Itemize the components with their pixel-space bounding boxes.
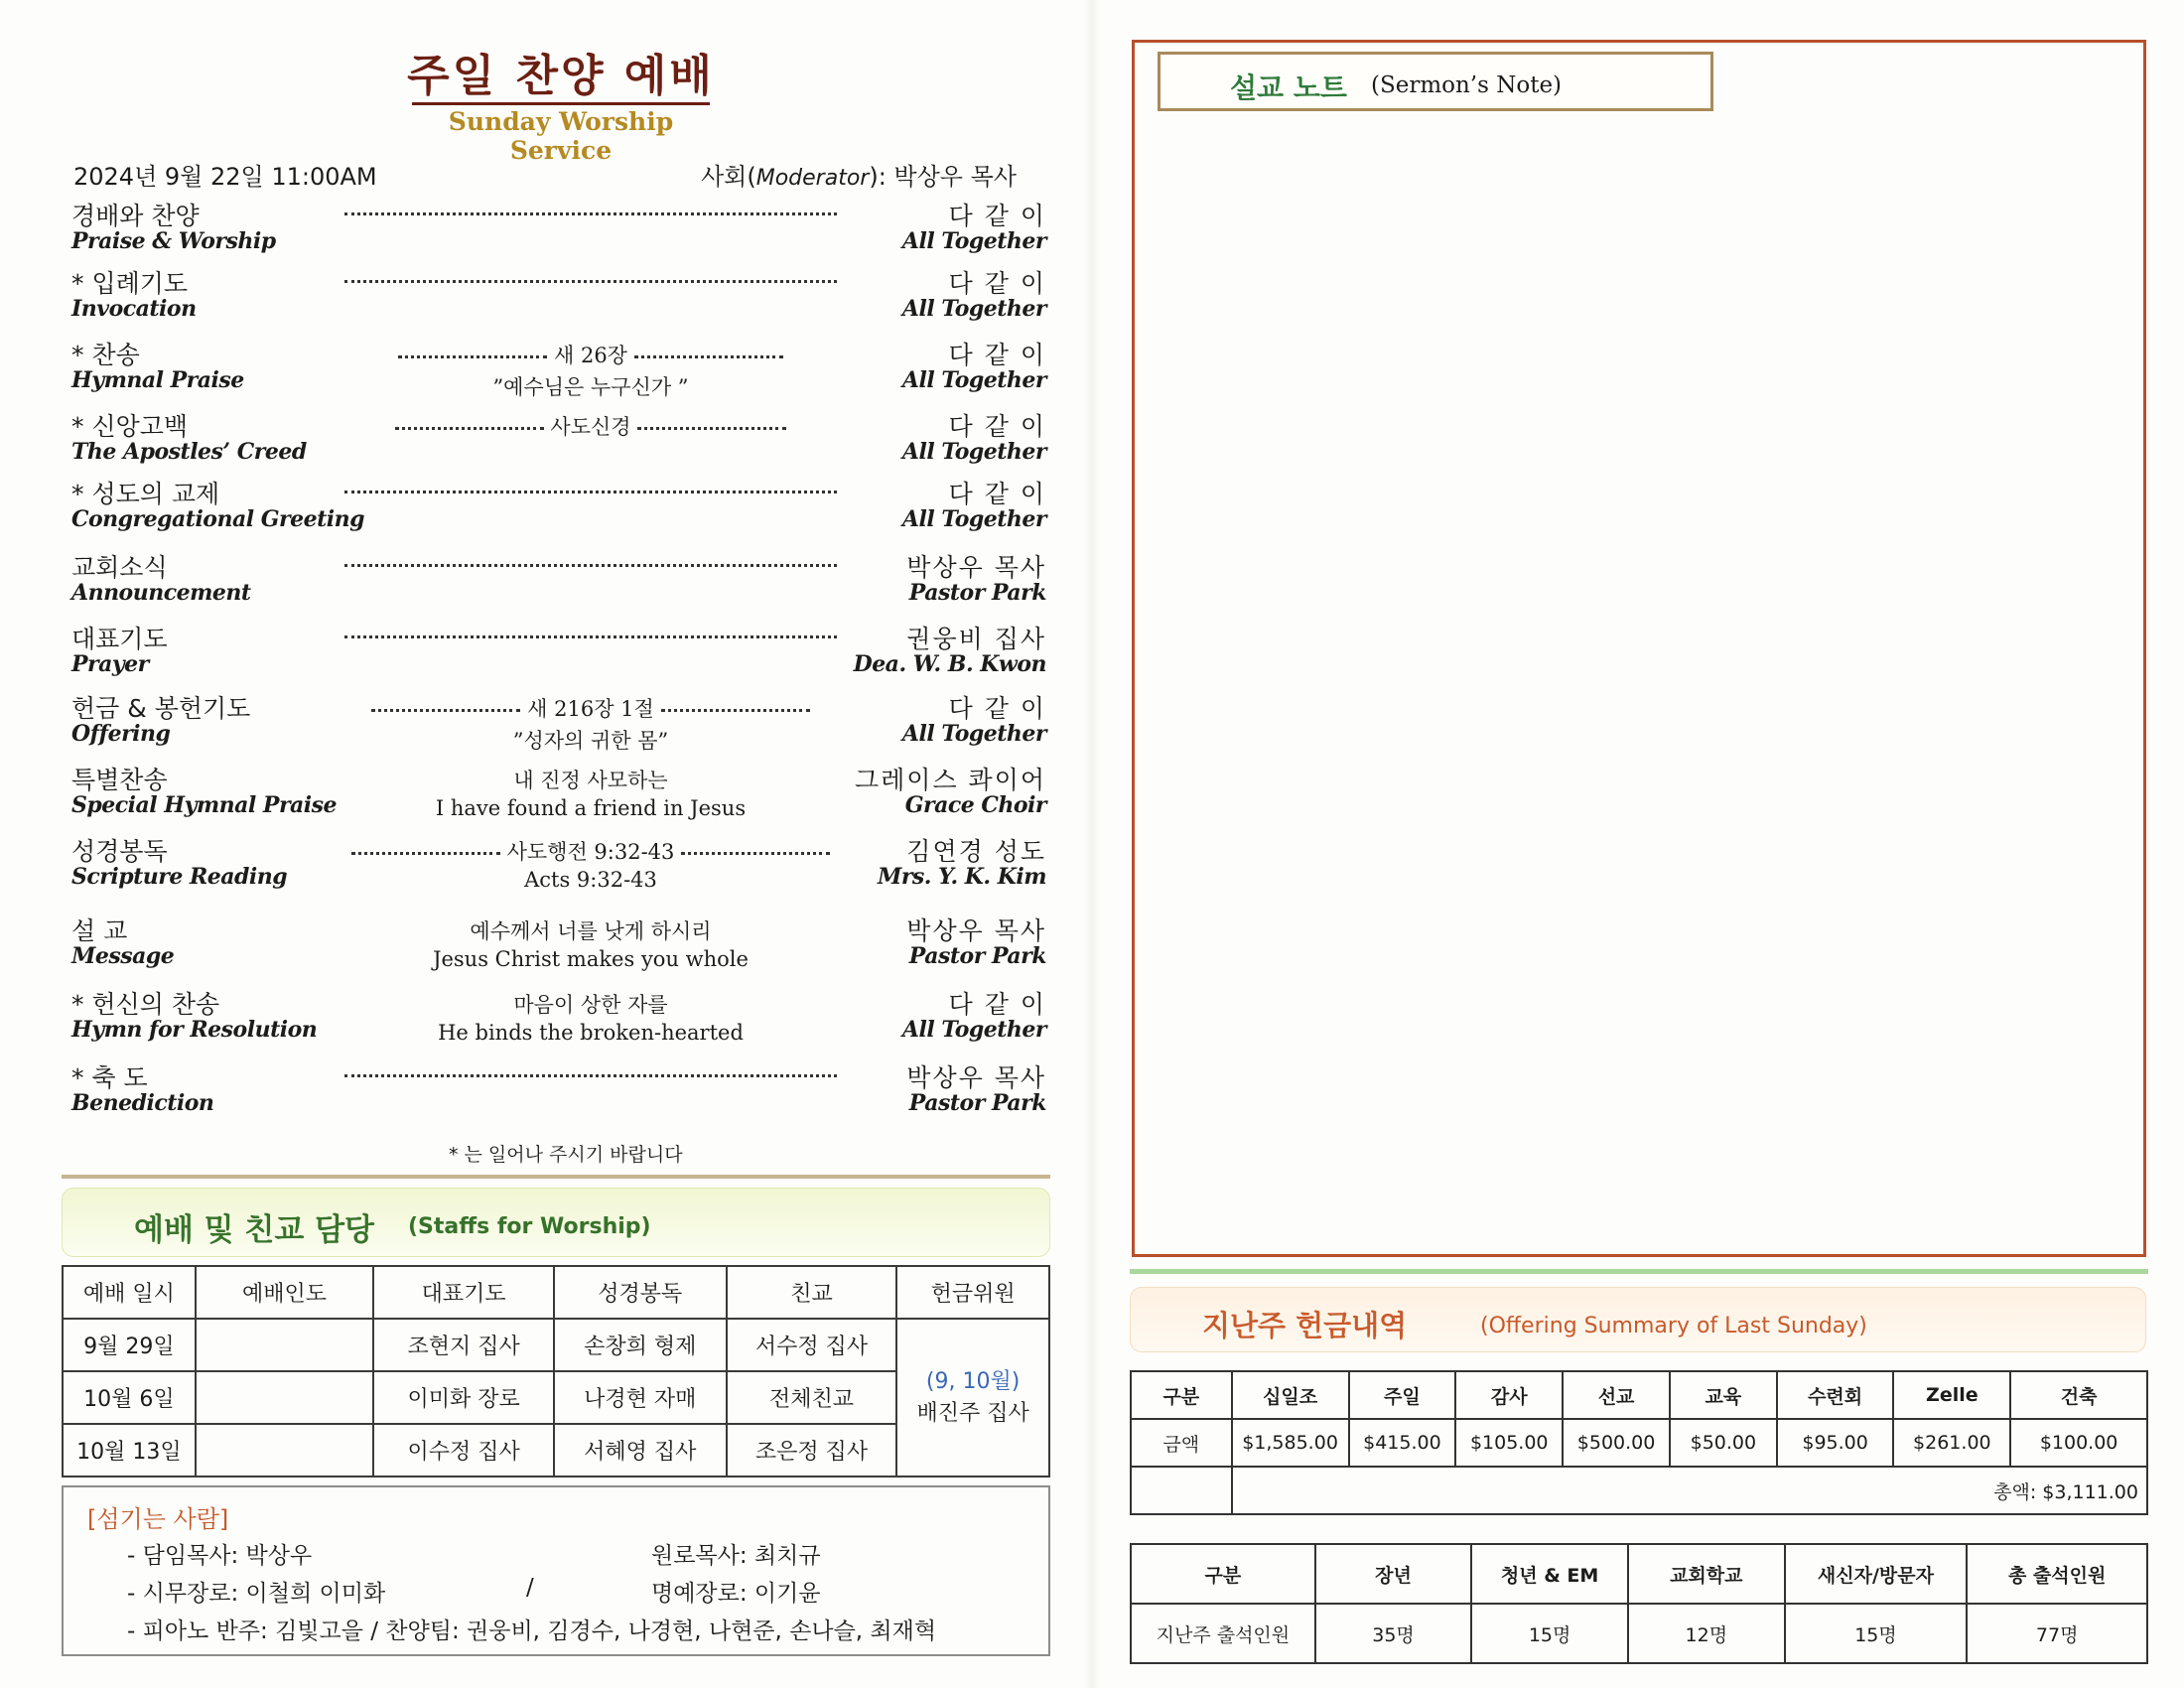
service-leader: 다 같 이 [948,202,1046,230]
staff-title: 예배 및 친교 담당 [134,1212,374,1248]
table-cell: $50.00 [1670,1419,1777,1467]
table-header-row [1131,1371,2147,1419]
leader-dots [342,201,839,226]
service-leader-en: All Together [901,367,1046,393]
table-cell: 금액 [1131,1419,1232,1467]
senior-pastor: - 담임목사: 박상우 [127,1543,313,1569]
offering-title-en: (Offering Summary of Last Sunday) [1480,1314,1867,1338]
service-leader-en: All Together [901,506,1046,532]
table-header: 예배 일시 [63,1266,196,1319]
service-name: * 찬송 [71,341,140,369]
table-header: 친교 [727,1266,897,1319]
divider [62,1175,1050,1179]
table-header: 구분 [1131,1371,1232,1419]
offering-total: 총액: $3,111.00 [1232,1467,2147,1514]
table-cell [196,1319,374,1371]
elders: - 시무장로: 이철희 이미화 [127,1581,386,1607]
music-team: - 피아노 반주: 김빛고을 / 찬양팀: 권웅비, 김경수, 나경현, 나현준, 손나슬, 최재혁 [127,1618,937,1644]
service-leader-en: All Together [901,439,1046,465]
servants-box [62,1485,1050,1656]
leader-dots [342,836,839,862]
table-cell: 이수정 집사 [373,1424,554,1477]
service-subtitle: ”성자의 귀한 몸” [512,729,669,753]
table-cell: 손창희 형제 [554,1319,727,1371]
table-cell: 조현지 집사 [373,1319,554,1371]
moderator: 사회(Moderator): 박상우 목사 [701,163,1017,191]
table-header: 대표기도 [373,1266,554,1319]
service-name-en: Offering [71,721,171,747]
table-row [1131,1467,2147,1514]
service-name-en: Announcement [71,580,251,606]
service-detail: 새 26장 [554,344,627,365]
table-header: 예배인도 [196,1266,374,1319]
table-cell: 서수정 집사 [727,1319,897,1371]
table-header: 교육 [1670,1371,1777,1419]
leader-dots [342,411,839,437]
table-header: 총 출석인원 [1967,1544,2147,1604]
service-name: 헌금 & 봉헌기도 [71,694,251,723]
service-leader-en: All Together [901,296,1046,322]
service-detail: 마음이 상한 자를 [513,993,668,1015]
service-detail: 사도행전 9:32-43 [506,840,675,862]
service-name-en: Benediction [71,1090,214,1116]
leader-dots [342,552,839,578]
service-leader-en: Grace Choir [904,792,1046,818]
offering-committee-cell [896,1319,1049,1477]
service-name-en: Hymnal Praise [71,367,244,393]
leader-dots [342,693,839,719]
service-name-en: Prayer [71,651,149,677]
service-leader-en: Pastor Park [908,1090,1046,1116]
table-cell: 10월 13일 [63,1424,196,1477]
service-name-en: Special Hymnal Praise [71,792,338,818]
service-name: 대표기도 [71,625,168,653]
service-name: 교회소식 [71,553,168,582]
leader-dots [342,340,839,365]
table-cell: $415.00 [1349,1419,1456,1467]
service-leader: 다 같 이 [948,341,1046,369]
service-leader: 다 같 이 [948,990,1046,1019]
table-cell: 15명 [1785,1604,1968,1663]
table-cell: 10월 6일 [63,1371,196,1424]
service-name: 성경봉독 [71,837,168,866]
table-cell: 9월 29일 [63,1319,196,1371]
staff-table [62,1265,1050,1477]
service-subtitle: I have found a friend in Jesus [435,796,747,820]
service-leader: 김연경 성도 [906,837,1046,866]
sermon-note-header [1158,52,1713,111]
table-cell: $1,585.00 [1232,1419,1349,1467]
table-header: 헌금위원 [896,1266,1049,1319]
service-leader-en: Pastor Park [908,580,1046,606]
table-cell [196,1424,374,1477]
sermon-note-title: 설교 노트 [1230,71,1347,104]
page-subtitle: Sunday Worship Service [448,107,674,165]
table-header: 주일 [1349,1371,1456,1419]
service-leader: 다 같 이 [948,694,1046,723]
staff-header [62,1188,1050,1257]
table-header: 건축 [2010,1371,2147,1419]
table-header: 감사 [1455,1371,1563,1419]
leader-dots [342,624,839,649]
table-row [63,1319,1049,1371]
offering-header [1130,1287,2146,1352]
slash-separator: / [526,1575,534,1601]
table-header: 새신자/방문자 [1785,1544,1968,1604]
service-subtitle: Acts 9:32-43 [524,868,657,892]
service-leader: 다 같 이 [948,412,1046,441]
table-header: Zelle [1893,1371,2010,1419]
offering-table [1130,1370,2148,1515]
service-leader-en: Pastor Park [908,943,1046,969]
table-header: 선교 [1563,1371,1670,1419]
service-name-en: Scripture Reading [71,864,288,890]
attendance-table [1130,1543,2148,1664]
service-leader-en: All Together [901,721,1046,747]
page-title: 주일 찬양 예배 [407,51,715,101]
service-name-en: Message [71,943,175,969]
service-leader: 그레이스 콰이어 [855,766,1046,794]
table-header-row [1131,1544,2147,1604]
service-leader: 박상우 목사 [906,553,1046,582]
service-name: 설 교 [71,916,128,945]
sermon-note-box [1132,40,2146,1257]
table-header: 수련회 [1777,1371,1894,1419]
staff-title-en: (Staffs for Worship) [408,1214,651,1239]
table-cell: 77명 [1967,1604,2147,1663]
table-cell [196,1371,374,1424]
table-row [1131,1604,2147,1663]
service-name-en: The Apostles’ Creed [71,439,307,465]
servants-label: [섬기는 사람] [87,1505,229,1533]
table-cell: 15명 [1471,1604,1628,1663]
table-cell: 조은정 집사 [727,1424,897,1477]
offering-title: 지난주 헌금내역 [1202,1309,1408,1342]
service-leader: 다 같 이 [948,269,1046,298]
service-name-en: Praise & Worship [71,228,276,254]
table-cell: 나경현 자매 [554,1371,727,1424]
leader-dots [342,268,839,294]
service-leader-en: All Together [901,1017,1046,1043]
service-leader: 박상우 목사 [906,916,1046,945]
table-row [1131,1419,2147,1467]
table-cell: 35명 [1315,1604,1471,1663]
service-name: * 헌신의 찬송 [71,990,220,1019]
table-header: 성경봉독 [554,1266,727,1319]
table-cell: $261.00 [1893,1419,2010,1467]
table-cell: $105.00 [1455,1419,1563,1467]
service-subtitle: Jesus Christ makes you whole [433,947,749,971]
stand-note: * 는 일어나 주시기 바랍니다 [449,1144,683,1166]
service-name: 특별찬송 [71,766,168,794]
table-cell: $95.00 [1777,1419,1894,1467]
table-header-row [63,1266,1049,1319]
service-name: 경배와 찬양 [71,202,200,230]
service-name: * 신앙고백 [71,412,189,441]
table-cell [1131,1467,1232,1514]
table-header: 장년 [1315,1544,1471,1604]
service-name-en: Congregational Greeting [71,506,365,532]
offering-committee-person: 배진주 집사 [916,1400,1029,1426]
service-detail: 예수께서 너를 낫게 하시리 [470,919,712,941]
sermon-note-title-en: (Sermon’s Note) [1371,72,1563,98]
right-page [1092,0,2184,1688]
honorary-elder: 명예장로: 이기윤 [651,1581,821,1607]
service-subtitle: He binds the broken-hearted [438,1021,744,1045]
service-leader-en: Mrs. Y. K. Kim [877,864,1046,890]
table-header: 구분 [1131,1544,1315,1604]
table-cell: 전체친교 [727,1371,897,1424]
title-underline [412,102,710,105]
service-date: 2024년 9월 22일 11:00AM [73,163,377,191]
service-detail: 사도신경 [550,415,631,437]
service-leader: 다 같 이 [948,480,1046,508]
leader-dots [342,479,839,504]
table-cell: 12명 [1628,1604,1785,1663]
table-cell: 서혜영 집사 [554,1424,727,1477]
service-detail: 새 216장 1절 [527,697,654,719]
service-name: * 성도의 교제 [71,480,220,508]
table-header: 십일조 [1232,1371,1349,1419]
service-name-en: Hymn for Resolution [71,1017,318,1043]
service-leader-en: All Together [901,228,1046,254]
table-cell: 이미화 장로 [373,1371,554,1424]
service-detail: 내 진정 사모하는 [513,769,668,790]
service-leader-en: Dea. W. B. Kwon [853,651,1046,677]
service-name-en: Invocation [71,296,197,322]
table-cell: $500.00 [1563,1419,1670,1467]
table-cell: 지난주 출석인원 [1131,1604,1315,1663]
table-header: 청년 & EM [1471,1544,1628,1604]
service-leader: 권웅비 집사 [906,625,1046,653]
table-cell: $100.00 [2010,1419,2147,1467]
elder-pastor: 원로목사: 최치규 [651,1543,821,1569]
leader-dots [342,1062,839,1088]
divider [1130,1269,2148,1274]
table-header: 교회학교 [1628,1544,1785,1604]
service-subtitle: ”예수님은 누구신가 ” [492,375,689,399]
offering-committee-period: (9, 10월) [925,1368,1021,1394]
service-name: * 축 도 [71,1063,148,1092]
service-leader: 박상우 목사 [906,1063,1046,1092]
service-name: * 입례기도 [71,269,189,298]
